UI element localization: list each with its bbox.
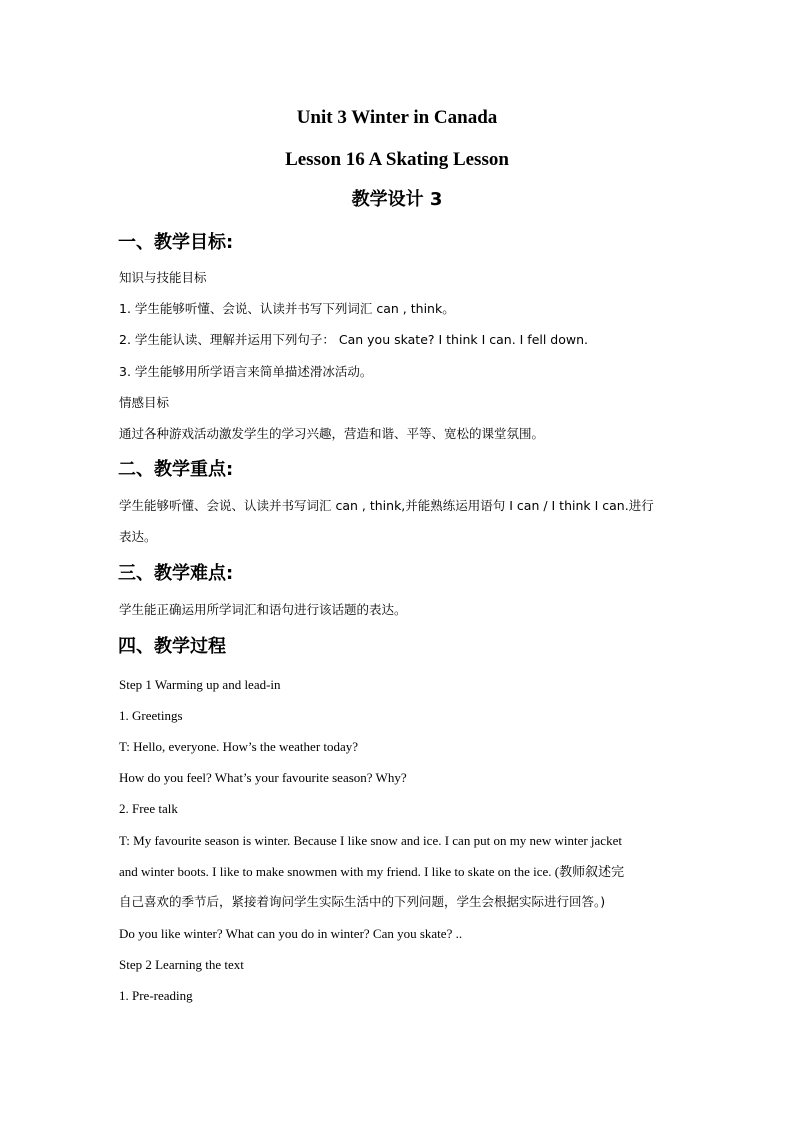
section-heading-difficulties: 三、教学难点: (118, 563, 234, 584)
section-heading-process: 四、教学过程 (118, 636, 226, 657)
step-1-heading: Step 1 Warming up and lead-in (119, 677, 281, 692)
free-talk-line-3: 自己喜欢的季节后，紧接着询问学生实际生活中的下列问题，学生会根据实际进行回答。) (119, 894, 606, 909)
objective-item-1: 1. 学生能够听懂、会说、认读并书写下列词汇 can , think。 (119, 301, 455, 316)
objective-item-3: 3. 学生能够用所学语言来简单描述滑冰活动。 (119, 364, 373, 379)
design-title: 教学设计 3 (351, 189, 443, 210)
free-talk-line-4: Do you like winter? What can you do in winter? Can you skate? .. (119, 926, 463, 941)
greetings-heading: 1. Greetings (119, 708, 183, 723)
section-heading-key-points: 二、教学重点: (118, 459, 234, 480)
difficulties-text: 学生能正确运用所学词汇和语句进行该话题的表达。 (119, 602, 407, 617)
teacher-line-2: How do you feel? What’s your favourite season? Why? (119, 770, 407, 785)
key-points-line-2: 表达。 (119, 529, 157, 544)
emotional-objective-text: 通过各种游戏活动激发学生的学习兴趣，营造和谐、平等、宽松的课堂氛围。 (119, 426, 545, 441)
step-2-heading: Step 2 Learning the text (119, 957, 244, 972)
pre-reading-heading: 1. Pre-reading (119, 988, 193, 1003)
objective-item-2: 2. 学生能认读、理解并运用下列句子： Can you skate? I think I can. I fell down. (119, 332, 589, 347)
free-talk-heading: 2. Free talk (119, 801, 178, 816)
free-talk-line-1: T: My favourite season is winter. Because I like snow and ice. I can put on my new winter jacket (119, 833, 622, 848)
unit-title: Unit 3 Winter in Canada (296, 107, 498, 128)
teacher-line-1: T: Hello, everyone. How’s the weather today? (119, 739, 359, 754)
section-heading-objectives: 一、教学目标: (118, 232, 234, 253)
lesson-title: Lesson 16 A Skating Lesson (285, 149, 509, 170)
key-points-line-1: 学生能够听懂、会说、认读并书写词汇 can , think,并能熟练运用语句 I can / I think I can.进行 (119, 498, 654, 513)
subheading-knowledge-skills: 知识与技能目标 (119, 270, 207, 285)
free-talk-line-2: and winter boots. I like to make snowmen with my friend. I like to skate on the ice. (教师叙述完 (119, 864, 625, 879)
subheading-emotional: 情感目标 (119, 395, 170, 410)
